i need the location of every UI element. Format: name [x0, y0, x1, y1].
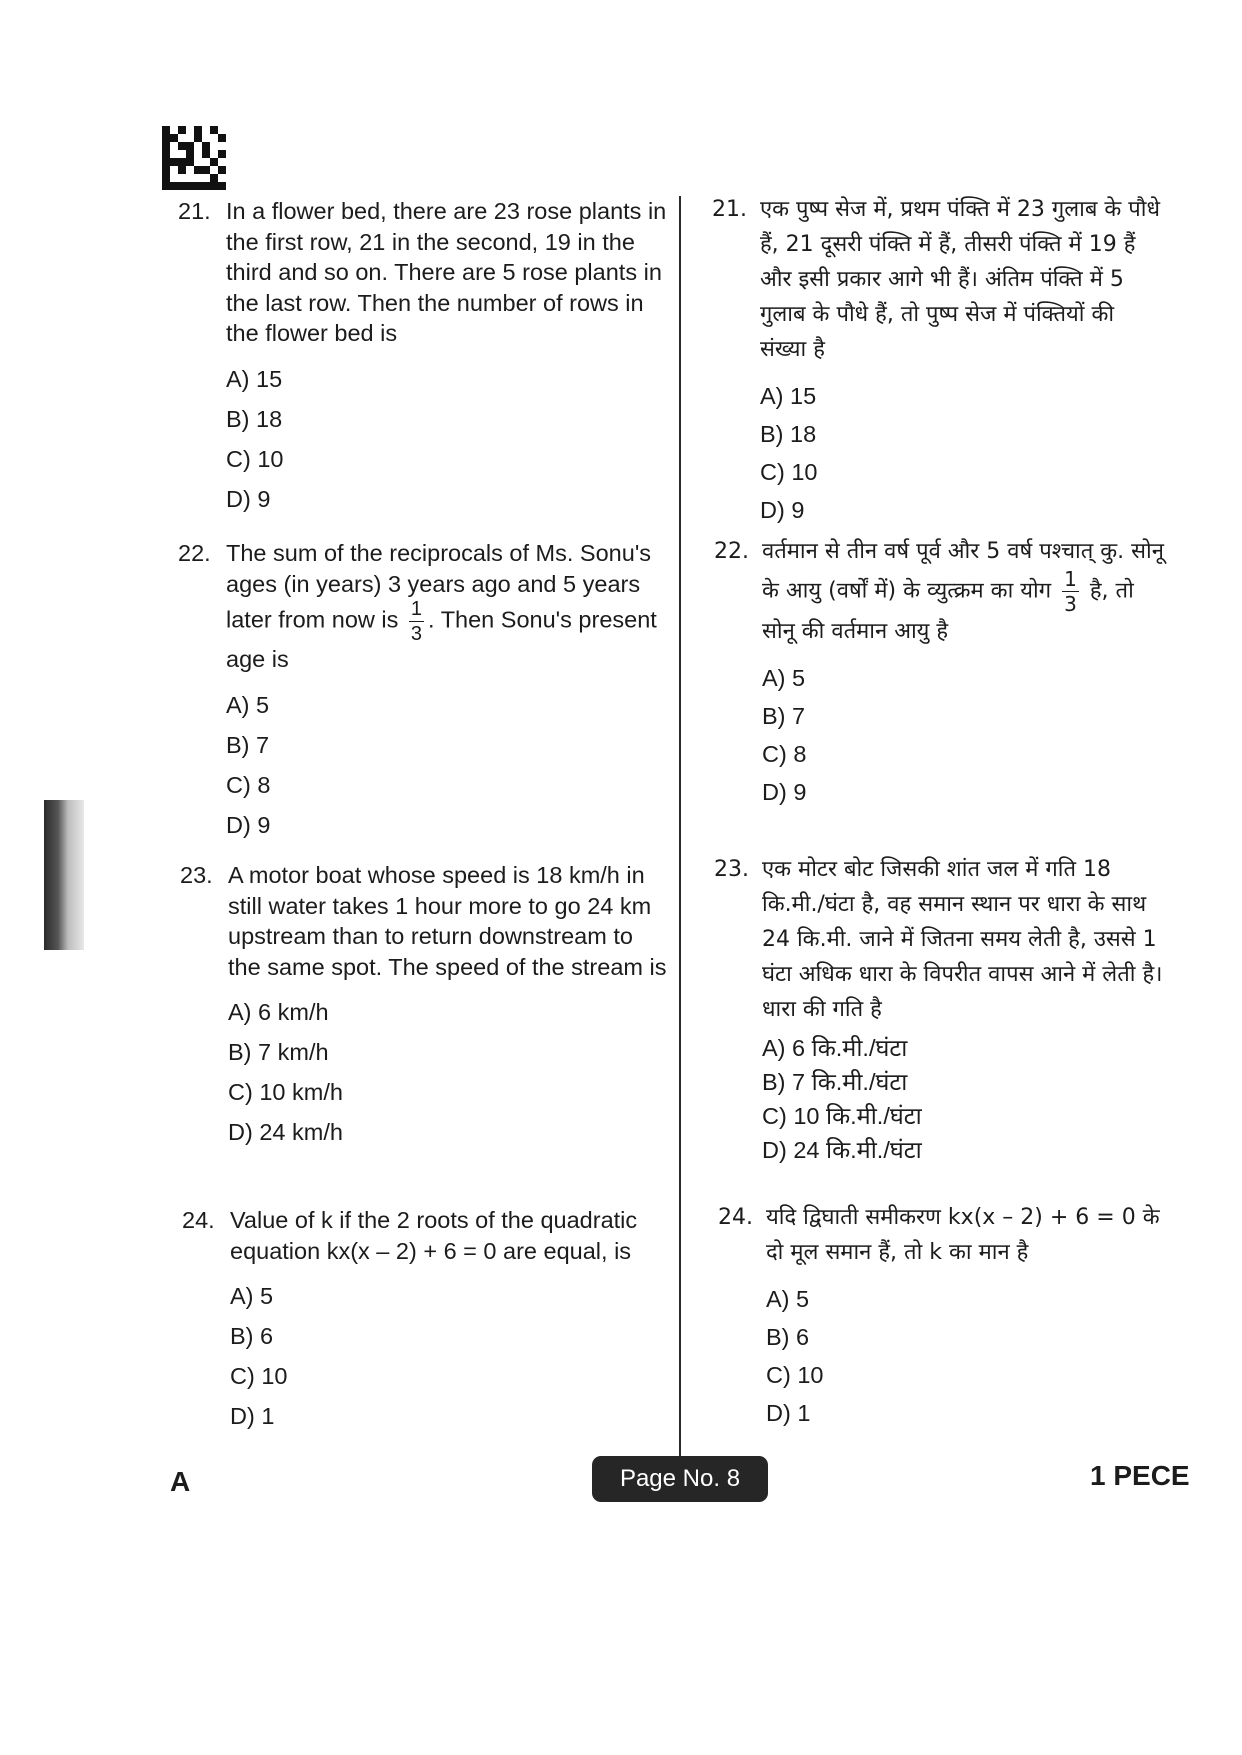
option-c: C) 10 km/h	[228, 1079, 343, 1105]
option-a: A) 5	[766, 1286, 810, 1312]
option-d: D) 24 km/h	[228, 1119, 343, 1145]
question-23-hindi	[714, 852, 1166, 1167]
fraction-denominator: 3	[1064, 592, 1077, 616]
question-text: यदि द्विघाती समीकरण kx(x – 2) + 6 = 0 के दो मूल समान हैं, तो k का मान है	[766, 1205, 1160, 1265]
scan-edge-artifact	[44, 800, 84, 950]
question-23-english	[180, 860, 670, 1152]
options-list	[760, 377, 1164, 529]
option-a: A) 5	[230, 1283, 274, 1309]
option-a: A) 6 कि.मी./घंटा	[762, 1035, 908, 1061]
option-c: C) 10	[760, 459, 818, 485]
fraction	[1062, 569, 1079, 614]
option-d: D) 1	[766, 1400, 811, 1426]
option-b: B) 18	[226, 405, 283, 432]
option-a: A) 5	[226, 691, 270, 718]
question-22-hindi	[714, 534, 1166, 811]
question-24-english	[182, 1205, 672, 1436]
question-text-part: .	[428, 606, 435, 633]
options-list	[762, 1031, 1166, 1167]
option-d: D) 24 कि.मी./घंटा	[762, 1137, 922, 1163]
qr-code-icon	[162, 126, 226, 190]
question-text: In a flower bed, there are 23 rose plants in the first row, 21 in the second, 19 in the third and so on. There are 5 rose plants in the last row. Then the number of rows in the flower bed is	[226, 198, 667, 346]
fraction-numerator: 1	[410, 598, 423, 620]
option-b: B) 7	[226, 731, 270, 758]
option-a: A) 5	[762, 665, 806, 691]
option-c: C) 10	[230, 1363, 288, 1389]
option-a: A) 6 km/h	[228, 999, 329, 1025]
options-list	[226, 359, 668, 519]
question-text: Value of k if the 2 roots of the quadratic equation kx(x – 2) + 6 = 0 are equal, is	[230, 1207, 638, 1264]
question-number: 24.	[182, 1207, 215, 1233]
question-text	[226, 538, 668, 675]
question-text: एक पुष्प सेज में, प्रथम पंक्ति में 23 गुलाब के पौधे हैं, 21 दूसरी पंक्ति में हैं, तीसरी पंक्ति में 19 हैं और इसी प्रकार आगे भी हैं। अंतिम पंक्ति में 5 गुलाब के पौधे हैं, तो पुष्प सेज में पंक्तियों की संख्या है	[760, 197, 1161, 362]
question-number: 21.	[712, 197, 747, 222]
question-21-hindi	[712, 192, 1164, 529]
option-b: B) 7 कि.मी./घंटा	[762, 1069, 908, 1095]
question-text: A motor boat whose speed is 18 km/h in still water takes 1 hour more to go 24 km upstream than to return downstream to the same spot. The speed of the stream is	[228, 862, 667, 980]
question-number: 22.	[178, 540, 211, 566]
option-d: D) 9	[226, 485, 271, 512]
option-c: C) 10	[766, 1362, 824, 1388]
question-text-part: The sum of the reciprocals of Ms. Sonu's ages (in years) 3 years ago and 5 years later from now is	[226, 540, 652, 633]
column-divider	[679, 196, 681, 1464]
option-c: C) 10 कि.मी./घंटा	[762, 1103, 922, 1129]
option-b: B) 18	[760, 421, 817, 447]
question-number: 24.	[718, 1205, 753, 1230]
option-d: D) 9	[226, 811, 271, 838]
option-a: A) 15	[760, 383, 817, 409]
question-22-english	[178, 538, 668, 845]
fraction	[409, 599, 424, 644]
options-list	[762, 659, 1166, 811]
option-d: D) 1	[230, 1403, 275, 1429]
question-number: 22.	[714, 539, 749, 564]
series-code: A	[170, 1466, 191, 1497]
option-c: C) 8	[226, 771, 271, 798]
options-list	[228, 992, 670, 1152]
fraction-numerator: 1	[1064, 567, 1077, 591]
option-d: D) 9	[762, 779, 807, 805]
option-b: B) 6	[766, 1324, 810, 1350]
options-list	[226, 685, 668, 845]
question-text: एक मोटर बोट जिसकी शांत जल में गति 18 कि.मी./घंटा है, वह समान स्थान पर धारा के साथ 24 कि.मी. जाने में जितना समय लेती है, उससे 1 घंटा अधिक धारा के विपरीत वापस आने में लेती है। धारा की गति है	[762, 857, 1163, 1022]
question-number: 23.	[714, 857, 749, 882]
question-number: 21.	[178, 198, 211, 224]
option-c: C) 10	[226, 445, 284, 472]
question-text-part: है, तो सोनू की वर्तमान आयु है	[762, 578, 1134, 644]
question-21-english	[178, 196, 668, 519]
option-b: B) 6	[230, 1323, 274, 1349]
options-list	[230, 1276, 672, 1436]
question-text-part: Then Sonu's present age is	[226, 606, 657, 672]
options-list	[766, 1280, 1170, 1432]
option-a: A) 15	[226, 365, 283, 392]
option-d: D) 9	[760, 497, 805, 523]
question-24-hindi	[718, 1200, 1170, 1432]
question-number: 23.	[180, 862, 213, 888]
fraction-denominator: 3	[410, 623, 423, 645]
option-c: C) 8	[762, 741, 807, 767]
paper-code: 1 PECE	[1090, 1460, 1190, 1491]
question-text	[762, 534, 1166, 649]
option-b: B) 7 km/h	[228, 1039, 329, 1065]
option-b: B) 7	[762, 703, 806, 729]
question-text-part: वर्तमान से तीन वर्ष पूर्व और 5 वर्ष पश्चात् कु. सोनू के आयु (वर्षों में) के व्युत्क्रम का योग	[762, 539, 1164, 604]
page-number-badge: Page No. 8	[592, 1456, 768, 1502]
